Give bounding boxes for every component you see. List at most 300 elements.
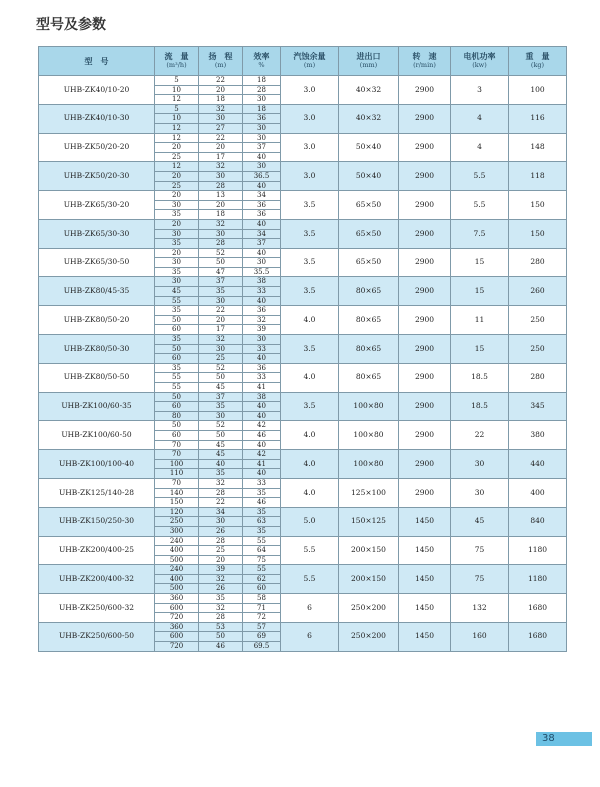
weight-cell: 280 (509, 248, 567, 277)
flow-cell: 20 (155, 191, 199, 201)
eff-cell: 42 (243, 421, 281, 431)
weight-cell: 280 (509, 363, 567, 392)
eff-cell: 40 (243, 411, 281, 421)
model-cell: UHB-ZK80/50-20 (39, 306, 155, 335)
table-row (39, 133, 567, 143)
head-cell: 37 (199, 277, 243, 287)
power-cell: 15 (451, 335, 509, 364)
head-cell: 34 (199, 507, 243, 517)
head-cell: 28 (199, 488, 243, 498)
flow-cell: 60 (155, 325, 199, 335)
power-cell: 18.5 (451, 392, 509, 421)
inout-cell: 40×32 (339, 76, 399, 105)
speed-cell: 1450 (399, 536, 451, 565)
model-cell: UHB-ZK40/10-30 (39, 104, 155, 133)
speed-cell: 2900 (399, 76, 451, 105)
eff-cell: 38 (243, 277, 281, 287)
head-cell: 20 (199, 315, 243, 325)
power-cell: 30 (451, 478, 509, 507)
eff-cell: 37 (243, 239, 281, 249)
flow-cell: 35 (155, 335, 199, 345)
table-row (39, 76, 567, 86)
eff-cell: 75 (243, 555, 281, 565)
head-cell: 26 (199, 584, 243, 594)
head-cell: 30 (199, 114, 243, 124)
eff-cell: 36 (243, 363, 281, 373)
inout-cell: 65×50 (339, 219, 399, 248)
eff-cell: 69 (243, 632, 281, 642)
weight-cell: 150 (509, 191, 567, 220)
head-cell: 25 (199, 354, 243, 364)
model-cell: UHB-ZK80/45-35 (39, 277, 155, 306)
inout-cell: 40×32 (339, 104, 399, 133)
eff-cell: 37 (243, 143, 281, 153)
model-cell: UHB-ZK50/20-30 (39, 162, 155, 191)
flow-cell: 150 (155, 498, 199, 508)
head-cell: 32 (199, 603, 243, 613)
flow-cell: 60 (155, 430, 199, 440)
table-row (39, 594, 567, 604)
header-weight: 重 量 (kg) (509, 47, 567, 76)
eff-cell: 33 (243, 287, 281, 297)
npsh-cell: 5.0 (281, 507, 339, 536)
model-cell: UHB-ZK80/50-30 (39, 335, 155, 364)
power-cell: 4 (451, 133, 509, 162)
power-cell: 15 (451, 277, 509, 306)
eff-cell: 40 (243, 354, 281, 364)
weight-cell: 380 (509, 421, 567, 450)
power-cell: 7.5 (451, 219, 509, 248)
flow-cell: 400 (155, 574, 199, 584)
inout-cell: 80×65 (339, 335, 399, 364)
flow-cell: 12 (155, 162, 199, 172)
flow-cell: 35 (155, 267, 199, 277)
weight-cell: 1680 (509, 622, 567, 651)
inout-cell: 50×40 (339, 133, 399, 162)
eff-cell: 58 (243, 594, 281, 604)
power-cell: 4 (451, 104, 509, 133)
speed-cell: 1450 (399, 622, 451, 651)
head-cell: 27 (199, 123, 243, 133)
table-header-row (39, 47, 567, 76)
npsh-cell: 3.5 (281, 248, 339, 277)
eff-cell: 30 (243, 123, 281, 133)
eff-cell: 36.5 (243, 171, 281, 181)
eff-cell: 30 (243, 95, 281, 105)
speed-cell: 2900 (399, 306, 451, 335)
eff-cell: 72 (243, 613, 281, 623)
flow-cell: 45 (155, 287, 199, 297)
eff-cell: 30 (243, 335, 281, 345)
eff-cell: 36 (243, 210, 281, 220)
inout-cell: 125×100 (339, 478, 399, 507)
power-cell: 75 (451, 536, 509, 565)
head-cell: 22 (199, 306, 243, 316)
flow-cell: 240 (155, 536, 199, 546)
inout-cell: 200×150 (339, 565, 399, 594)
eff-cell: 34 (243, 191, 281, 201)
model-cell: UHB-ZK250/600-32 (39, 594, 155, 623)
speed-cell: 2900 (399, 478, 451, 507)
eff-cell: 55 (243, 565, 281, 575)
flow-cell: 80 (155, 411, 199, 421)
flow-cell: 12 (155, 95, 199, 105)
model-cell: UHB-ZK100/100-40 (39, 450, 155, 479)
head-cell: 50 (199, 373, 243, 383)
speed-cell: 2900 (399, 363, 451, 392)
flow-cell: 20 (155, 219, 199, 229)
header-motor-power: 电机功率 (kw) (451, 47, 509, 76)
speed-cell: 2900 (399, 421, 451, 450)
inout-cell: 250×200 (339, 594, 399, 623)
weight-cell: 100 (509, 76, 567, 105)
flow-cell: 30 (155, 200, 199, 210)
head-cell: 45 (199, 383, 243, 393)
head-cell: 32 (199, 104, 243, 114)
head-cell: 32 (199, 219, 243, 229)
flow-cell: 20 (155, 248, 199, 258)
eff-cell: 32 (243, 315, 281, 325)
model-cell: UHB-ZK250/600-50 (39, 622, 155, 651)
head-cell: 35 (199, 469, 243, 479)
model-cell: UHB-ZK40/10-20 (39, 76, 155, 105)
head-cell: 35 (199, 594, 243, 604)
eff-cell: 28 (243, 85, 281, 95)
weight-cell: 345 (509, 392, 567, 421)
weight-cell: 150 (509, 219, 567, 248)
head-cell: 28 (199, 613, 243, 623)
flow-cell: 10 (155, 114, 199, 124)
eff-cell: 64 (243, 546, 281, 556)
table-row (39, 536, 567, 546)
table-row (39, 478, 567, 488)
weight-cell: 250 (509, 306, 567, 335)
npsh-cell: 3.0 (281, 104, 339, 133)
flow-cell: 50 (155, 344, 199, 354)
head-cell: 17 (199, 152, 243, 162)
flow-cell: 35 (155, 239, 199, 249)
speed-cell: 2900 (399, 450, 451, 479)
flow-cell: 360 (155, 622, 199, 632)
speed-cell: 2900 (399, 277, 451, 306)
flow-cell: 35 (155, 363, 199, 373)
flow-cell: 12 (155, 123, 199, 133)
flow-cell: 60 (155, 402, 199, 412)
head-cell: 28 (199, 239, 243, 249)
inout-cell: 100×80 (339, 450, 399, 479)
flow-cell: 600 (155, 632, 199, 642)
flow-cell: 55 (155, 373, 199, 383)
inout-cell: 200×150 (339, 536, 399, 565)
weight-cell: 840 (509, 507, 567, 536)
eff-cell: 35 (243, 526, 281, 536)
flow-cell: 30 (155, 277, 199, 287)
model-cell: UHB-ZK50/20-20 (39, 133, 155, 162)
weight-cell: 250 (509, 335, 567, 364)
inout-cell: 80×65 (339, 306, 399, 335)
head-cell: 35 (199, 287, 243, 297)
weight-cell: 148 (509, 133, 567, 162)
eff-cell: 30 (243, 162, 281, 172)
speed-cell: 1450 (399, 594, 451, 623)
flow-cell: 140 (155, 488, 199, 498)
model-cell: UHB-ZK100/60-50 (39, 421, 155, 450)
eff-cell: 46 (243, 430, 281, 440)
head-cell: 28 (199, 536, 243, 546)
speed-cell: 2900 (399, 104, 451, 133)
npsh-cell: 4.0 (281, 421, 339, 450)
head-cell: 13 (199, 191, 243, 201)
flow-cell: 100 (155, 459, 199, 469)
eff-cell: 40 (243, 219, 281, 229)
inout-cell: 80×65 (339, 363, 399, 392)
flow-cell: 720 (155, 642, 199, 652)
speed-cell: 2900 (399, 392, 451, 421)
spec-table-body (39, 76, 567, 652)
inout-cell: 65×50 (339, 248, 399, 277)
header-inlet-outlet: 进出口 (mm) (339, 47, 399, 76)
weight-cell: 1180 (509, 565, 567, 594)
flow-cell: 500 (155, 555, 199, 565)
head-cell: 45 (199, 450, 243, 460)
power-cell: 15 (451, 248, 509, 277)
spec-table (38, 46, 567, 652)
weight-cell: 400 (509, 478, 567, 507)
head-cell: 35 (199, 402, 243, 412)
eff-cell: 40 (243, 402, 281, 412)
table-row (39, 622, 567, 632)
eff-cell: 60 (243, 584, 281, 594)
flow-cell: 55 (155, 296, 199, 306)
eff-cell: 41 (243, 459, 281, 469)
eff-cell: 69.5 (243, 642, 281, 652)
flow-cell: 10 (155, 85, 199, 95)
flow-cell: 12 (155, 133, 199, 143)
model-cell: UHB-ZK200/400-32 (39, 565, 155, 594)
head-cell: 46 (199, 642, 243, 652)
model-cell: UHB-ZK100/60-35 (39, 392, 155, 421)
flow-cell: 400 (155, 546, 199, 556)
head-cell: 32 (199, 335, 243, 345)
head-cell: 53 (199, 622, 243, 632)
flow-cell: 360 (155, 594, 199, 604)
eff-cell: 71 (243, 603, 281, 613)
table-row (39, 104, 567, 114)
head-cell: 39 (199, 565, 243, 575)
model-cell: UHB-ZK65/30-50 (39, 248, 155, 277)
weight-cell: 260 (509, 277, 567, 306)
head-cell: 20 (199, 555, 243, 565)
npsh-cell: 3.5 (281, 335, 339, 364)
table-row (39, 219, 567, 229)
table-row (39, 565, 567, 575)
head-cell: 50 (199, 632, 243, 642)
head-cell: 30 (199, 517, 243, 527)
eff-cell: 36 (243, 306, 281, 316)
model-cell: UHB-ZK65/30-30 (39, 219, 155, 248)
eff-cell: 62 (243, 574, 281, 584)
flow-cell: 110 (155, 469, 199, 479)
inout-cell: 80×65 (339, 277, 399, 306)
eff-cell: 35 (243, 507, 281, 517)
eff-cell: 40 (243, 248, 281, 258)
head-cell: 30 (199, 296, 243, 306)
head-cell: 30 (199, 229, 243, 239)
head-cell: 45 (199, 440, 243, 450)
flow-cell: 30 (155, 258, 199, 268)
eff-cell: 18 (243, 76, 281, 86)
eff-cell: 41 (243, 383, 281, 393)
header-speed: 转 速 (r/min) (399, 47, 451, 76)
eff-cell: 40 (243, 181, 281, 191)
inout-cell: 150×125 (339, 507, 399, 536)
inout-cell: 65×50 (339, 191, 399, 220)
head-cell: 32 (199, 574, 243, 584)
head-cell: 37 (199, 392, 243, 402)
npsh-cell: 3.0 (281, 76, 339, 105)
inout-cell: 100×80 (339, 392, 399, 421)
eff-cell: 36 (243, 114, 281, 124)
head-cell: 28 (199, 181, 243, 191)
table-row (39, 392, 567, 402)
npsh-cell: 3.0 (281, 133, 339, 162)
header-head: 扬 程 (m) (199, 47, 243, 76)
power-cell: 11 (451, 306, 509, 335)
flow-cell: 70 (155, 440, 199, 450)
inout-cell: 100×80 (339, 421, 399, 450)
npsh-cell: 5.5 (281, 536, 339, 565)
weight-cell: 1180 (509, 536, 567, 565)
eff-cell: 57 (243, 622, 281, 632)
flow-cell: 60 (155, 354, 199, 364)
table-row (39, 507, 567, 517)
power-cell: 22 (451, 421, 509, 450)
eff-cell: 30 (243, 133, 281, 143)
speed-cell: 1450 (399, 565, 451, 594)
head-cell: 50 (199, 258, 243, 268)
speed-cell: 2900 (399, 133, 451, 162)
weight-cell: 440 (509, 450, 567, 479)
flow-cell: 240 (155, 565, 199, 575)
head-cell: 20 (199, 85, 243, 95)
npsh-cell: 3.5 (281, 219, 339, 248)
speed-cell: 2900 (399, 248, 451, 277)
head-cell: 20 (199, 143, 243, 153)
flow-cell: 50 (155, 421, 199, 431)
model-cell: UHB-ZK150/250-30 (39, 507, 155, 536)
power-cell: 5.5 (451, 162, 509, 191)
eff-cell: 38 (243, 392, 281, 402)
flow-cell: 720 (155, 613, 199, 623)
speed-cell: 2900 (399, 191, 451, 220)
power-cell: 5.5 (451, 191, 509, 220)
page-number: 38 (536, 732, 592, 746)
head-cell: 22 (199, 498, 243, 508)
eff-cell: 33 (243, 373, 281, 383)
speed-cell: 2900 (399, 335, 451, 364)
eff-cell: 40 (243, 440, 281, 450)
head-cell: 18 (199, 210, 243, 220)
head-cell: 47 (199, 267, 243, 277)
head-cell: 22 (199, 133, 243, 143)
npsh-cell: 6 (281, 594, 339, 623)
flow-cell: 35 (155, 306, 199, 316)
power-cell: 75 (451, 565, 509, 594)
npsh-cell: 6 (281, 622, 339, 651)
weight-cell: 116 (509, 104, 567, 133)
flow-cell: 300 (155, 526, 199, 536)
flow-cell: 600 (155, 603, 199, 613)
eff-cell: 34 (243, 229, 281, 239)
table-row (39, 306, 567, 316)
npsh-cell: 3.5 (281, 191, 339, 220)
table-row (39, 277, 567, 287)
header-flow: 流 量 (m³/h) (155, 47, 199, 76)
eff-cell: 46 (243, 498, 281, 508)
npsh-cell: 4.0 (281, 363, 339, 392)
head-cell: 30 (199, 344, 243, 354)
head-cell: 20 (199, 200, 243, 210)
header-model: 型 号 (39, 47, 155, 76)
head-cell: 32 (199, 478, 243, 488)
npsh-cell: 5.5 (281, 565, 339, 594)
speed-cell: 1450 (399, 507, 451, 536)
flow-cell: 500 (155, 584, 199, 594)
power-cell: 132 (451, 594, 509, 623)
model-cell: UHB-ZK80/50-50 (39, 363, 155, 392)
power-cell: 18.5 (451, 363, 509, 392)
header-efficiency: 效率 % (243, 47, 281, 76)
eff-cell: 55 (243, 536, 281, 546)
power-cell: 30 (451, 450, 509, 479)
npsh-cell: 3.0 (281, 162, 339, 191)
table-row (39, 248, 567, 258)
table-row (39, 191, 567, 201)
npsh-cell: 3.5 (281, 392, 339, 421)
npsh-cell: 4.0 (281, 478, 339, 507)
eff-cell: 63 (243, 517, 281, 527)
flow-cell: 250 (155, 517, 199, 527)
page-title: 型号及参数 (36, 17, 106, 33)
flow-cell: 55 (155, 383, 199, 393)
head-cell: 25 (199, 546, 243, 556)
header-npsh: 汽蚀余量 (m) (281, 47, 339, 76)
flow-cell: 50 (155, 392, 199, 402)
eff-cell: 40 (243, 152, 281, 162)
weight-cell: 118 (509, 162, 567, 191)
flow-cell: 120 (155, 507, 199, 517)
eff-cell: 35 (243, 488, 281, 498)
inout-cell: 50×40 (339, 162, 399, 191)
model-cell: UHB-ZK200/400-25 (39, 536, 155, 565)
flow-cell: 35 (155, 210, 199, 220)
flow-cell: 25 (155, 152, 199, 162)
head-cell: 30 (199, 411, 243, 421)
eff-cell: 40 (243, 296, 281, 306)
npsh-cell: 4.0 (281, 450, 339, 479)
weight-cell: 1680 (509, 594, 567, 623)
flow-cell: 30 (155, 229, 199, 239)
eff-cell: 35.5 (243, 267, 281, 277)
head-cell: 40 (199, 459, 243, 469)
table-row (39, 335, 567, 345)
head-cell: 18 (199, 95, 243, 105)
flow-cell: 25 (155, 181, 199, 191)
eff-cell: 18 (243, 104, 281, 114)
flow-cell: 50 (155, 315, 199, 325)
table-row (39, 450, 567, 460)
head-cell: 22 (199, 76, 243, 86)
